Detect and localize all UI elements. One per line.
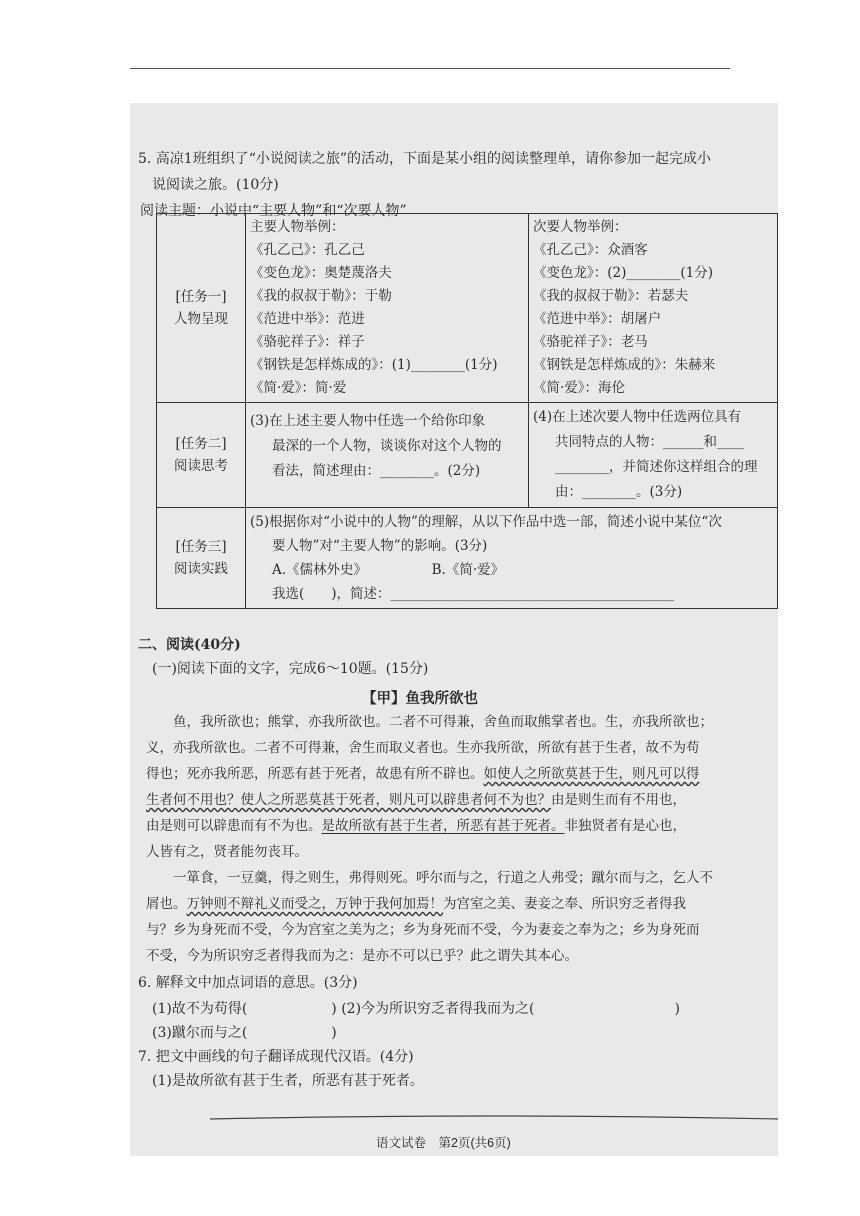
section-2-heading: 二、阅读(40分) [138,637,241,653]
main-characters-cell [246,214,529,403]
passage-line: 鱼，我所欲也；熊掌，亦我所欲也。二者不可得兼，舍鱼而取熊掌者也。生，亦我所欲也； [146,714,713,730]
underlined-sentence: 是故所欲有甚于生者，所恶有甚于死者。 [321,818,565,834]
answer-blank-6-1[interactable]: (1)故不为苟得( ) [152,1001,337,1017]
minor-characters-cell [529,214,778,403]
question-5-stem-cont: 说阅读之旅。(10分) [152,177,279,193]
task3-question-5: (5)根据你对“小说中的人物”的理解，从以下作品中选一部，简述小说中某位“次 要人物”对“主要人物”的影响。(3分) A.《儒林外史》 B.《简·爱》 我选( )，简述：__________________________________________ [246,508,778,609]
reading-worksheet-table [156,213,778,609]
passage-paragraph-2 [146,865,774,969]
list-item: 《我的叔叔于勒》：于勒 [250,288,392,304]
passage-line: 与？乡为身死而不受，今为宫室之美为之；乡为身死而不受，今为妻妾之奉为之；乡为身死而 [146,922,700,938]
passage-title: 【甲】鱼我所欲也 [362,690,478,707]
option-a: A.《儒林外史》 [272,562,368,578]
list-item: 《简·爱》：简·爱 [250,380,347,396]
answer-blank-3[interactable]: 看法，简述理由：________。(2分) [272,463,481,479]
question-7-item-1: (1)是故所欲有甚于生者，所恶有甚于死者。 [152,1073,424,1089]
list-item: 《骆驼祥子》：老马 [533,334,648,350]
list-item: 《孔乙己》：众酒客 [533,242,648,258]
task2-question-3: (3)在上述主要人物中任选一个给你印象 最深的一个人物，谈谈你对这个人物的 看法，简述理由：________。(2分) [246,403,529,508]
exam-page-photo [130,103,778,1156]
section-2-subheading: (一)阅读下面的文字，完成6～10题。(15分) [152,661,429,677]
answer-blank-4b[interactable]: 由：________。(3分) [555,484,683,500]
list-item: 《简·爱》：海伦 [533,380,626,396]
option-b: B.《简·爱》 [431,562,505,578]
minor-characters-header: 次要人物举例： [533,219,628,235]
list-item: 《孔乙己》：孔乙己 [250,242,365,258]
top-rule [130,68,730,69]
list-item: 《变色龙》：奥楚蔑洛夫 [250,265,392,281]
answer-blank-2[interactable]: 《变色龙》：(2)________(1分) [533,265,713,281]
list-item: 《骆驼祥子》：祥子 [250,334,365,350]
underlined-sentence: 如使人之所欲莫甚于生，则凡可以得 [483,766,700,782]
passage-line: 得也；死亦我所恶，所恶有甚于死者，故患有所不辟也。如使人之所欲莫甚于生，则凡可以得 [146,766,700,782]
list-item: 《我的叔叔于勒》：若瑟夫 [533,288,689,304]
reading-theme: 阅读主题：小说中“主要人物”和“次要人物” [140,203,407,219]
question-7-stem: 7. 把文中画线的句子翻译成现代汉语。(4分) [138,1049,414,1065]
task2-question-4: (4)在上述次要人物中任选两位具有 共同特点的人物：______和____ ________，并简述你这样组合的理 由：________。(3分) [529,403,778,508]
question-5-stem: 5. 高凉1班组织了“小说阅读之旅”的活动，下面是某小组的阅读整理单，请你参加一起完成小 [138,151,712,167]
passage-line: 不受，今为所识穷乏者得我而为之：是亦不可以已乎？此之谓失其本心。 [146,948,578,964]
answer-blank-5[interactable]: 我选( )，简述：__________________________________________ [272,586,675,602]
task2-label: [任务二] 阅读思考 [157,403,246,508]
passage-paragraph-1 [146,709,774,865]
passage-line: 义，亦我所欲也。二者不可得兼，舍生而取义者也。生亦我所欲，所欲有甚于生者，故不为苟 [146,740,700,756]
answer-blank-6-3[interactable]: (3)蹴尔而与之( ) [152,1025,337,1041]
answer-blank-4a[interactable]: 共同特点的人物：______和____ [555,434,744,450]
bottom-rule [210,1111,778,1123]
list-item: 《范进中举》：范进 [250,311,365,327]
list-item: 《钢铁是怎样炼成的》：朱赫来 [533,357,716,373]
task1-row [157,214,778,403]
passage-line: 屑也。万钟则不辩礼义而受之，万钟于我何加焉！为宫室之美、妻妾之奉、所识穷乏者得我 [146,896,686,912]
question-6-stem: 6. 解释文中加点词语的意思。(3分) [138,975,358,991]
underlined-sentence: 生者何不用也？使人之所恶莫甚于死者，则凡可以辟患者何不为也？ [146,792,551,808]
passage-line: 生者何不用也？使人之所恶莫甚于死者，则凡可以辟患者何不为也？由是则生而有不用也， [146,792,686,808]
passage-line: 一箪食，一豆羹，得之则生，弗得则死。呼尔而与之，行道之人弗受；蹴尔而与之，乞人不 [146,870,713,886]
underlined-sentence: 万钟则不辩礼义而受之，万钟于我何加焉！ [186,896,443,912]
task1-label: [任务一] 人物呈现 [157,214,246,403]
task3-label: [任务三] 阅读实践 [157,508,246,609]
answer-blank-1[interactable]: 《钢铁是怎样炼成的》：(1)________(1分) [250,357,498,373]
task3-row [157,508,778,609]
passage-line: 由是则可以辟患而有不为也。是故所欲有甚于生者，所恶有甚于死者。非独贤者有是心也， [146,818,686,834]
page-footer: 语文试卷 第2页(共6页) [376,1136,511,1150]
list-item: 《范进中举》：胡屠户 [533,311,662,327]
task2-row [157,403,778,508]
answer-blank-6-2[interactable]: (2)今为所识穷乏者得我而为之( ) [341,1001,680,1017]
passage-line: 人皆有之，贤者能勿丧耳。 [146,844,308,860]
main-characters-header: 主要人物举例： [250,219,345,235]
